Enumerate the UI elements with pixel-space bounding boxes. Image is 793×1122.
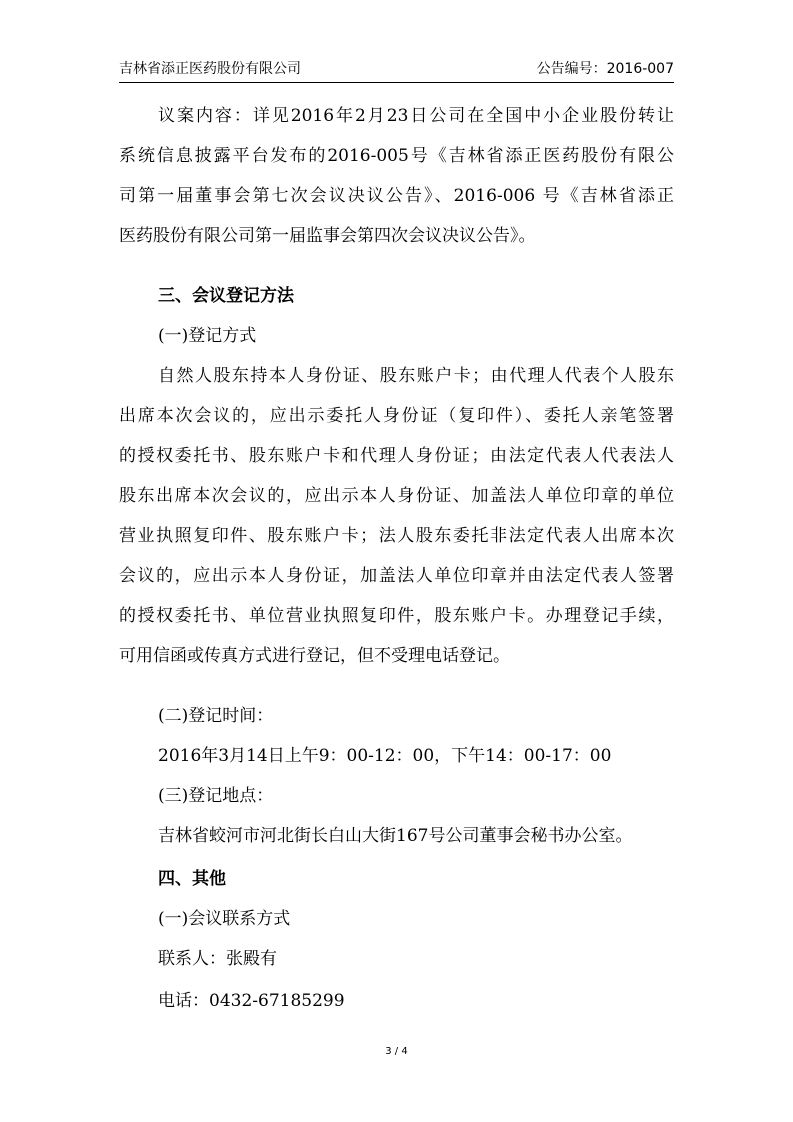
paragraph-line: 的授权委托书、股东账户卡和代理人身份证；由法定代表人代表法人 bbox=[119, 446, 674, 466]
section-heading: 三、会议登记方法 bbox=[158, 286, 294, 306]
page-number: 3 / 4 bbox=[385, 1046, 408, 1057]
paragraph-line: 的授权委托书、单位营业执照复印件，股东账户卡。办理登记手续， bbox=[119, 606, 674, 626]
subsection-heading: (三)登记地点： bbox=[158, 786, 274, 806]
subsection-heading: (一)登记方式 bbox=[158, 326, 257, 346]
paragraph-line: 司第一届董事会第七次会议决议公告》、2016-006 号《吉林省添正 bbox=[119, 186, 674, 206]
header-company-name: 吉林省添正医药股份有限公司 bbox=[119, 61, 301, 77]
registration-time: 2016年3月14日上午9：00-12：00，下午14：00-17：00 bbox=[158, 746, 612, 766]
header-announcement-number: 公告编号：2016-007 bbox=[536, 61, 674, 77]
paragraph-line: 营业执照复印件、股东账户卡；法人股东委托非法定代表人出席本次 bbox=[119, 526, 674, 546]
paragraph-line: 系统信息披露平台发布的2016-005号《吉林省添正医药股份有限公 bbox=[119, 146, 674, 166]
paragraph-line: 可用信函或传真方式进行登记，但不受理电话登记。 bbox=[119, 646, 510, 666]
paragraph-line: 会议的，应出示本人身份证，加盖法人单位印章并由法定代表人签署 bbox=[119, 566, 674, 586]
subsection-heading: (一)会议联系方式 bbox=[158, 909, 291, 929]
paragraph-line: 议案内容：详见2016年2月23日公司在全国中小企业股份转让 bbox=[158, 106, 674, 126]
paragraph-line: 医药股份有限公司第一届监事会第四次会议决议公告》。 bbox=[119, 226, 536, 246]
page-header bbox=[119, 58, 674, 80]
paragraph-line: 出席本次会议的，应出示委托人身份证（复印件）、委托人亲笔签署 bbox=[119, 406, 674, 426]
section-heading: 四、其他 bbox=[158, 869, 226, 889]
contact-phone: 电话：0432-67185299 bbox=[158, 991, 345, 1011]
registration-place: 吉林省蛟河市河北街长白山大街167号公司董事会秘书办公室。 bbox=[158, 826, 633, 846]
subsection-heading: (二)登记时间： bbox=[158, 706, 274, 726]
header-divider bbox=[119, 82, 674, 83]
paragraph-line: 股东出席本次会议的，应出示本人身份证、加盖法人单位印章的单位 bbox=[119, 486, 674, 506]
paragraph-line: 自然人股东持本人身份证、股东账户卡；由代理人代表个人股东 bbox=[158, 366, 674, 386]
contact-person: 联系人：张殿有 bbox=[158, 949, 277, 969]
